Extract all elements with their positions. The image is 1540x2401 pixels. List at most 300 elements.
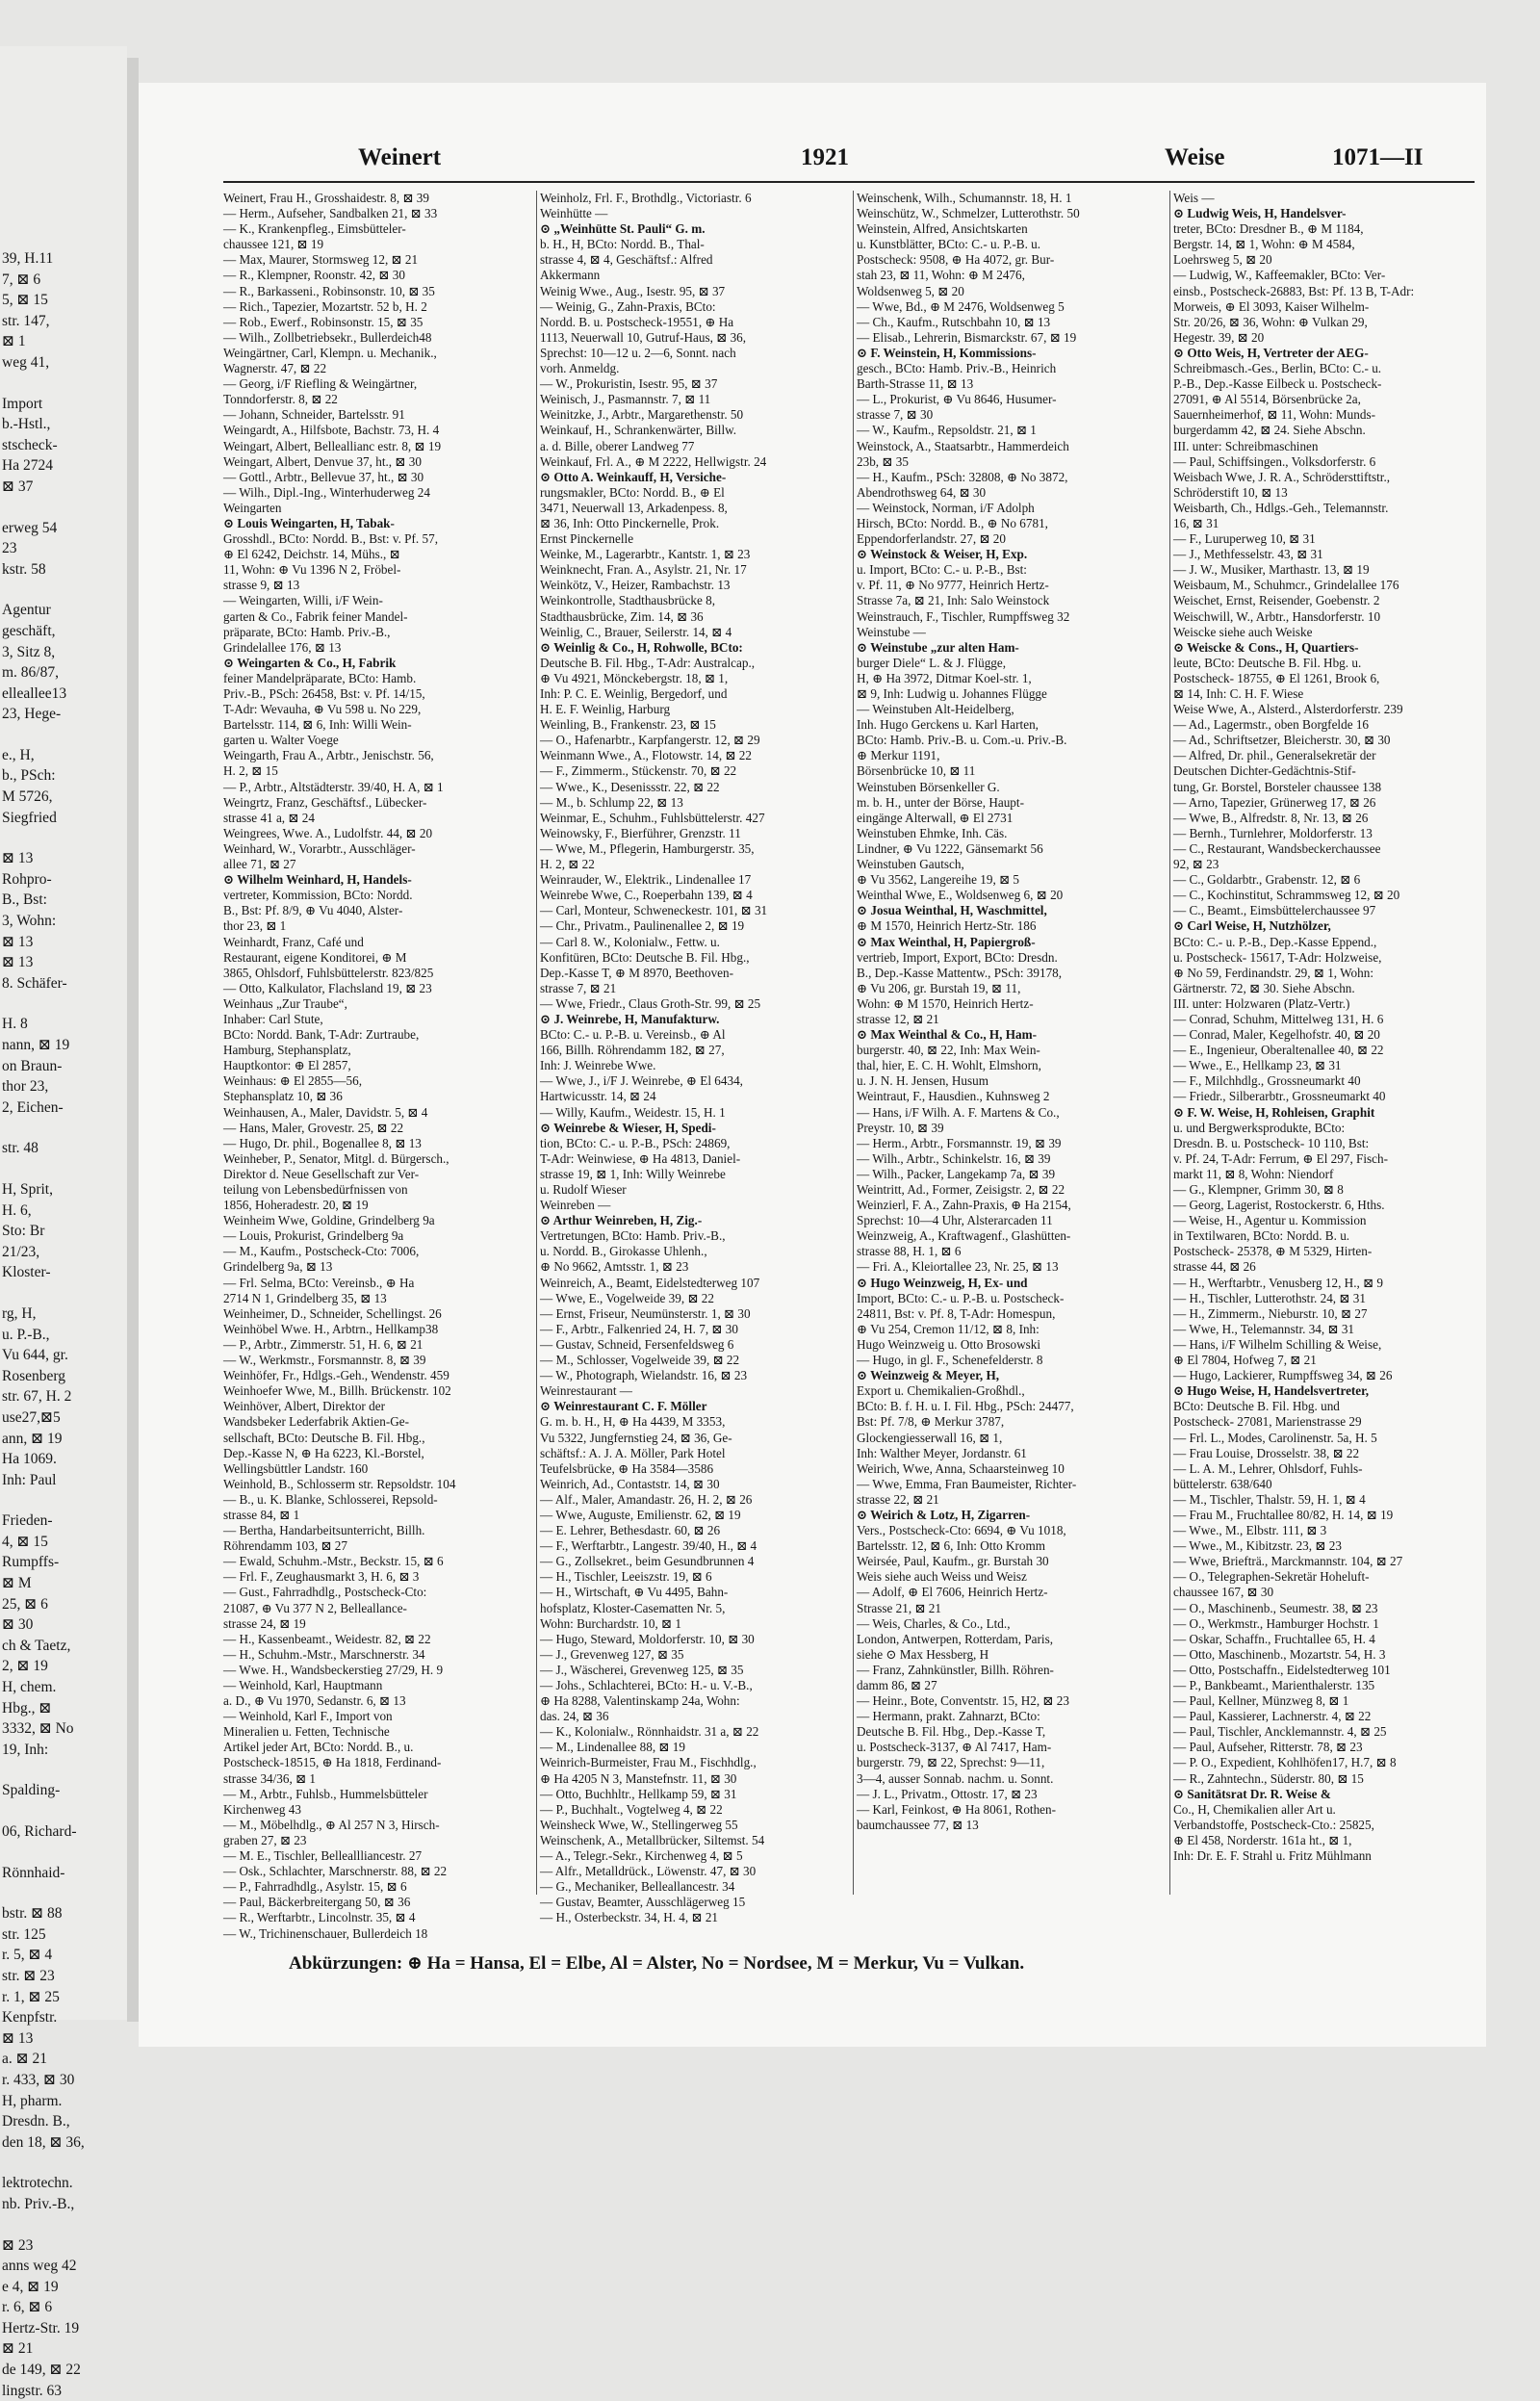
left-fragment-line: 4, ⊠ 15 — [2, 1533, 48, 1550]
left-page-text — [0, 46, 127, 2401]
left-fragment-line: ⊠ 37 — [2, 478, 34, 495]
directory-entry-line: Dep.-Kasse N, ⊕ Ha 6223, Kl.-Borstel, — [223, 1445, 424, 1460]
directory-entry-line: Röhrendamm 103, ⊠ 27 — [223, 1538, 347, 1554]
directory-entry-line: — Carl 8. W., Kolonialw., Fettw. u. — [540, 934, 720, 949]
directory-entry-line: — Ad., Schriftsetzer, Bleicherstr. 30, ⊠ 30 — [1173, 733, 1391, 748]
directory-entry-line: — W., Trichinenschauer, Bullerdeich 18 — [223, 1925, 428, 1941]
directory-entry-line: — Wwe., E., Hellkamp 23, ⊠ 31 — [1173, 1058, 1342, 1073]
header-page-number: 1071—II — [1332, 144, 1424, 170]
directory-entry-line: Weinkauf, Frl. A., ⊕ M 2222, Hellwigstr. 24 — [540, 453, 767, 469]
left-fragment-line: r. 6, ⊠ 6 — [2, 2299, 53, 2316]
directory-entry-line: strasse 24, ⊠ 19 — [223, 1615, 306, 1631]
directory-entry-line: Weinstuben Börsenkeller G. — [857, 779, 1000, 794]
directory-entry-line: ⊙ Weinrebe & Wieser, H, Spedi- — [540, 1120, 716, 1135]
left-fragment-line: b.-Hstl., — [2, 416, 51, 433]
directory-entry-line: büttelerstr. 638/640 — [1173, 1476, 1272, 1491]
directory-entry-line: — Gustav, Schneid, Fersenfeldsweg 6 — [540, 1336, 734, 1352]
directory-entry-line: — Chr., Privatm., Paulinenallee 2, ⊠ 19 — [540, 918, 745, 934]
directory-entry-line: Weinschenk, Wilh., Schumannstr. 18, H. 1 — [857, 191, 1072, 205]
directory-entry-line: ⊙ Carl Weise, H, Nutzhölzer, — [1173, 918, 1331, 934]
directory-entry-line: ⊠ 36, Inh: Otto Pinckernelle, Prok. — [540, 515, 720, 530]
directory-entry-line: Weisbarth, Ch., Hdlgs.-Geh., Telemannstr. — [1173, 500, 1389, 515]
directory-entry-line: — Alf., Maler, Amandastr. 26, H. 2, ⊠ 26 — [540, 1491, 753, 1507]
left-fragment-line: weg 41, — [2, 353, 50, 371]
directory-entry-line: Woldsenweg 5, ⊠ 20 — [857, 283, 964, 298]
directory-entry-line: Weinhaus: ⊕ El 2855—56, — [223, 1073, 363, 1089]
directory-entry-line: Deutsche B. Fil. Hbg., Dep.-Kasse T, — [857, 1724, 1046, 1740]
directory-entry-line: 3865, Ohlsdorf, Fuhlsbüttelerstr. 823/825 — [223, 965, 434, 980]
directory-entry-line: 2714 N 1, Grindelberg 35, ⊠ 13 — [223, 1290, 387, 1305]
column-4 — [1173, 191, 1483, 1864]
directory-entry-line: — M., Arbtr., Fuhlsb., Hummelsbütteler — [223, 1786, 428, 1801]
directory-entry-line: Weinknecht, Fran. A., Asylstr. 21, Nr. 17 — [540, 562, 747, 578]
directory-entry-line: baumchaussee 77, ⊠ 13 — [857, 1817, 979, 1832]
directory-entry-line: ⊙ Wilhelm Weinhard, H, Handels- — [223, 872, 412, 888]
directory-entry-line: ⊙ Ludwig Weis, H, Handelsver- — [1173, 206, 1347, 221]
directory-entry-line: BCto: C.- u. P.-B. u. Vereinsb., ⊕ Al — [540, 1027, 726, 1043]
left-fragment-line — [2, 1801, 127, 1821]
directory-entry-line: Bergstr. 14, ⊠ 1, Wohn: ⊕ M 4584, — [1173, 237, 1355, 252]
directory-entry-line: Artikel jeder Art, BCto: Nordd. B., u. — [223, 1740, 414, 1755]
directory-entry-line: — M., Lindenallee 88, ⊠ 19 — [540, 1740, 685, 1755]
directory-entry-line: — Frl. L., Modes, Carolinenstr. 5a, H. 5 — [1173, 1430, 1377, 1445]
directory-entry-line: thor 23, ⊠ 1 — [223, 918, 287, 934]
directory-entry-line: Export u. Chemikalien-Großhdl., — [857, 1383, 1025, 1399]
directory-entry-line: feiner Mandelpräparate, BCto: Hamb. — [223, 670, 417, 685]
left-fragment-line: 2, ⊠ 19 — [2, 1658, 48, 1675]
left-fragment-line: lektrotechn. — [2, 2175, 73, 2192]
directory-entry-line: Weintritt, Ad., Former, Zeisigstr. 2, ⊠ 22 — [857, 1182, 1065, 1197]
left-fragment-line: Siegfried — [2, 809, 57, 826]
directory-entry-line: Tonndorferstr. 8, ⊠ 22 — [223, 392, 338, 407]
directory-entry-line: siehe ⊙ Max Hessberg, H — [857, 1646, 989, 1662]
directory-entry-line: Restaurant, eigene Konditorei, ⊕ M — [223, 949, 407, 965]
directory-entry-line: — Wwe, Emma, Fran Baumeister, Richter- — [857, 1476, 1077, 1491]
left-fragment-line: geschäft, — [2, 622, 56, 639]
directory-entry-line: — Herm., Aufseher, Sandbalken 21, ⊠ 33 — [223, 206, 438, 221]
left-fragment-line: use27,⊠5 — [2, 1408, 61, 1426]
directory-entry-line: a. d. Bille, oberer Landweg 77 — [540, 438, 695, 453]
directory-entry-line: hofsplatz, Kloster-Casematten Nr. 5, — [540, 1600, 726, 1615]
directory-entry-line: T-Adr: Wevauha, ⊕ Vu 598 u. No 229, — [223, 702, 422, 717]
directory-entry-line: vertreter, Kommission, BCto: Nordd. — [223, 888, 413, 903]
left-fragment-line: Rohpro- — [2, 870, 52, 888]
directory-entry-line: — E. Lehrer, Bethesdastr. 60, ⊠ 26 — [540, 1523, 721, 1538]
left-fragment-line: on Braun- — [2, 1057, 63, 1074]
directory-entry-line: — E., Ingenieur, Oberaltenallee 40, ⊠ 22 — [1173, 1043, 1384, 1058]
directory-entry-line: — Ad., Lagermstr., oben Borgfelde 16 — [1173, 717, 1370, 733]
directory-entry-line: ⊙ Hugo Weinzweig, H, Ex- und — [857, 1275, 1028, 1290]
directory-entry-line: Eppendorferlandstr. 27, ⊠ 20 — [857, 531, 1006, 547]
directory-entry-line: Lindner, ⊕ Vu 1222, Gänsemarkt 56 — [857, 840, 1043, 856]
directory-entry-line: — O., Hafenarbtr., Karpfangerstr. 12, ⊠ 29 — [540, 733, 760, 748]
directory-entry-line: Hamburg, Stephansplatz, — [223, 1043, 351, 1058]
header-year: 1921 — [801, 144, 849, 170]
directory-entry-line: — Georg, Lagerist, Rostockerstr. 6, Hths. — [1173, 1198, 1385, 1213]
left-fragment-line: ⊠ 1 — [2, 333, 26, 350]
directory-entry-line: Vu 5322, Jungfernstieg 24, ⊠ 36, Ge- — [540, 1430, 732, 1445]
directory-entry-line: — Otto, Postschaffn., Eidelstedterweg 101 — [1173, 1662, 1391, 1677]
directory-entry-line: vorh. Anmeldg. — [540, 361, 620, 376]
left-fragment-line: 5, ⊠ 15 — [2, 292, 48, 309]
page-header — [358, 144, 1484, 179]
directory-entry-line: — Rob., Ewerf., Robinsonstr. 15, ⊠ 35 — [223, 314, 424, 329]
directory-entry-line: 92, ⊠ 23 — [1173, 857, 1219, 872]
column-divider — [1169, 191, 1170, 1895]
directory-entry-line: — Arno, Tapezier, Grünerweg 17, ⊠ 26 — [1173, 794, 1376, 810]
directory-entry-line: Weingart, Albert, Denvue 37, ht., ⊠ 30 — [223, 453, 422, 469]
directory-entry-line: BCto: Deutsche B. Fil. Hbg. und — [1173, 1399, 1340, 1414]
left-fragment-line — [2, 994, 127, 1014]
left-fragment-line: nann, ⊠ 19 — [2, 1037, 70, 1053]
left-fragment-line: nb. Priv.-B., — [2, 2195, 75, 2212]
directory-entry-line: Konfitüren, BCto: Deutsche B. Fil. Hbg., — [540, 949, 750, 965]
directory-entry-line: Weinmann Wwe., A., Flotowstr. 14, ⊠ 22 — [540, 748, 752, 763]
directory-entry-line: präparate, BCto: Hamb. Priv.-B., — [223, 624, 391, 639]
directory-entry-line: — Max, Maurer, Stormsweg 12, ⊠ 21 — [223, 252, 419, 268]
directory-entry-line: — Johann, Schneider, Bartelsstr. 91 — [223, 407, 405, 423]
directory-entry-line: Weinzierl, F. A., Zahn-Praxis, ⊕ Ha 2154, — [857, 1198, 1071, 1213]
directory-entry-line: Grindelallee 176, ⊠ 13 — [223, 639, 342, 655]
directory-entry-line: Stephansplatz 10, ⊠ 36 — [223, 1089, 343, 1104]
directory-entry-line: Hirsch, BCto: Nordd. B., ⊕ No 6781, — [857, 515, 1048, 530]
left-fragment-line: 21/23, — [2, 1243, 40, 1260]
left-fragment-line: r. 5, ⊠ 4 — [2, 1947, 53, 1964]
directory-entry-line: Weinhard, W., Vorarbtr., Ausschläger- — [223, 840, 416, 856]
directory-entry-line: — Frl. F., Zeughausmarkt 3, H. 6, ⊠ 3 — [223, 1569, 420, 1585]
left-fragment-line — [2, 2153, 127, 2173]
directory-entry-line: das. 24, ⊠ 36 — [540, 1709, 609, 1724]
directory-entry-line: ⊙ Weiscke & Cons., H, Quartiers- — [1173, 639, 1359, 655]
directory-entry-line: chaussee 167, ⊠ 30 — [1173, 1585, 1274, 1600]
directory-entry-line: — Hans, Maler, Grovestr. 25, ⊠ 22 — [223, 1120, 404, 1135]
left-fragment-line: 25, ⊠ 6 — [2, 1595, 48, 1613]
directory-entry-line: — J. L., Privatm., Ottostr. 17, ⊠ 23 — [857, 1786, 1038, 1801]
directory-entry-line: — Bertha, Handarbeitsunterricht, Billh. — [223, 1523, 425, 1538]
directory-entry-line: — Hugo, in gl. F., Schenefelderstr. 8 — [857, 1353, 1043, 1368]
directory-entry-line: G. m. b. H., H, ⊕ Ha 4439, M 3353, — [540, 1414, 726, 1430]
directory-entry-line: ⊕ El 7804, Hofweg 7, ⊠ 21 — [1173, 1353, 1317, 1368]
directory-entry-line: — Weingarten, Willi, i/F Wein- — [223, 593, 383, 608]
directory-entry-line: — K., Kolonialw., Rönnhaidstr. 31 a, ⊠ 22 — [540, 1724, 759, 1740]
directory-entry-line: Weingarth, Frau A., Arbtr., Jenischstr. 56, — [223, 748, 434, 763]
directory-entry-line: — Osk., Schlachter, Marschnerstr. 88, ⊠ 22 — [223, 1864, 448, 1879]
directory-entry-line: ⊙ Hugo Weise, H, Handelsvertreter, — [1173, 1383, 1370, 1399]
left-fragment-line: H, Sprit, — [2, 1180, 53, 1198]
directory-entry-line: Strasse 21, ⊠ 21 — [857, 1600, 941, 1615]
directory-entry-line: Import, BCto: C.- u. P.-B. u. Postscheck- — [857, 1290, 1065, 1305]
column-divider — [536, 191, 537, 1895]
directory-entry-line: Weirsée, Paul, Kaufm., gr. Burstah 30 — [857, 1554, 1049, 1569]
left-fragment-line: r. 433, ⊠ 30 — [2, 2071, 75, 2088]
directory-entry-line: — Ludwig, W., Kaffeemakler, BCto: Ver- — [1173, 268, 1386, 283]
directory-entry-line: allee 71, ⊠ 27 — [223, 857, 296, 872]
directory-entry-line: ⊙ Arthur Weinreben, H, Zig.- — [540, 1213, 703, 1228]
directory-entry-line: ⊕ El 6242, Deichstr. 14, Mühs., ⊠ — [223, 547, 400, 562]
directory-entry-line: Wellingsbüttler Landstr. 160 — [223, 1460, 369, 1476]
left-fragment-line: 23, Hege- — [2, 706, 62, 723]
directory-entry-line: Wohn: Burchardstr. 10, ⊠ 1 — [540, 1615, 681, 1631]
left-fragment-line: ann, ⊠ 19 — [2, 1430, 63, 1447]
directory-entry-line: Weinhoefer Wwe, M., Billh. Brückenstr. 102 — [223, 1383, 451, 1399]
left-fragment-line: Inh: Paul — [2, 1471, 57, 1488]
left-fragment-line: kstr. 58 — [2, 560, 46, 578]
directory-entry-line: ⊕ M 1570, Heinrich Hertz-Str. 186 — [857, 918, 1037, 934]
left-fragment-line: Agentur — [2, 602, 51, 619]
directory-entry-line: Weinlig, C., Brauer, Seilerstr. 14, ⊠ 4 — [540, 624, 732, 639]
directory-entry-line: — H., Zimmerm., Nieburstr. 10, ⊠ 27 — [1173, 1305, 1368, 1321]
directory-entry-line: — H., Kaufm., PSch: 32808, ⊕ No 3872, — [857, 469, 1068, 484]
directory-entry-line: ⊠ 14, Inh: C. H. F. Wiese — [1173, 686, 1304, 701]
directory-entry-line: Barth-Strasse 11, ⊠ 13 — [857, 376, 974, 392]
directory-entry-line: u. Rudolf Wieser — [540, 1182, 627, 1197]
directory-entry-line: — Wwe, Auguste, Emilienstr. 62, ⊠ 19 — [540, 1507, 741, 1522]
directory-entry-line: Weinreben — — [540, 1198, 611, 1213]
directory-entry-line: — Otto, Buchhltr., Hellkamp 59, ⊠ 31 — [540, 1786, 737, 1801]
directory-entry-line: Weinheim Wwe, Goldine, Grindelberg 9a — [223, 1213, 435, 1228]
left-fragment-line: Kloster- — [2, 1264, 51, 1281]
left-fragment-line — [2, 1490, 127, 1510]
directory-entry-line: 11, Wohn: ⊕ Vu 1396 N 2, Fröbel- — [223, 562, 401, 578]
left-fragment-line: str. 147, — [2, 312, 50, 329]
directory-entry-line: Weinert, Frau H., Grosshaidestr. 8, ⊠ 39 — [223, 191, 429, 205]
directory-entry-line: — Elisab., Lehrerin, Bismarckstr. 67, ⊠ 19 — [857, 329, 1077, 345]
directory-entry-line: in Textilwaren, BCto: Nordd. B. u. — [1173, 1228, 1350, 1244]
directory-entry-line: burgerstr. 40, ⊠ 22, Inh: Max Wein- — [857, 1043, 1040, 1058]
directory-entry-line: — Wilh., Dipl.-Ing., Winterhuderweg 24 — [223, 484, 430, 500]
left-fragment-line: ⊠ 23 — [2, 2236, 34, 2254]
directory-entry-line: — Wwe, J., i/F J. Weinrebe, ⊕ El 6434, — [540, 1073, 743, 1089]
directory-entry-line: Weinitzke, J., Arbtr., Margarethenstr. 50 — [540, 407, 744, 423]
directory-entry-line: Weinthal Wwe, E., Woldsenweg 6, ⊠ 20 — [857, 888, 1064, 903]
directory-entry-line: Stadthausbrücke, Zim. 14, ⊠ 36 — [540, 608, 704, 624]
directory-entry-line: m. b. H., unter der Börse, Haupt- — [857, 794, 1024, 810]
directory-entry-line: Weisbaum, M., Schuhmcr., Grindelallee 176 — [1173, 578, 1399, 593]
directory-entry-line: — C., Restaurant, Wandsbeckerchaussee — [1173, 840, 1381, 856]
left-fragment-line: H, chem. — [2, 1679, 57, 1696]
directory-entry-line: gesch., BCto: Hamb. Priv.-B., Heinrich — [857, 361, 1057, 376]
directory-entry-line: — Wwe., K., Desenissstr. 22, ⊠ 22 — [540, 779, 720, 794]
directory-entry-line: ⊙ F. Weinstein, H, Kommissions- — [857, 345, 1037, 360]
directory-entry-line: 27091, ⊕ Al 5514, Börsenbrücke 2a, — [1173, 392, 1361, 407]
directory-entry-line: thal, hier, E. C. H. Wohlt, Elmshorn, — [857, 1058, 1041, 1073]
left-fragment-line: ⊠ 13 — [2, 2029, 34, 2047]
directory-entry-line: — H., Schuhm.-Mstr., Marschnerstr. 34 — [223, 1646, 425, 1662]
directory-entry-line: — Gottl., Arbtr., Bellevue 37, ht., ⊠ 30 — [223, 469, 424, 484]
directory-entry-line: Hauptkontor: ⊕ El 2857, — [223, 1058, 351, 1073]
directory-entry-line: — W., Prokuristin, Isestr. 95, ⊠ 37 — [540, 376, 718, 392]
directory-entry-line: 23b, ⊠ 35 — [857, 453, 909, 469]
directory-entry-line: — M., Tischler, Thalstr. 59, H. 1, ⊠ 4 — [1173, 1491, 1366, 1507]
directory-entry-line: — Hermann, prakt. Zahnarzt, BCto: — [857, 1709, 1040, 1724]
directory-entry-line: Weinhaus „Zur Traube“, — [223, 995, 347, 1011]
directory-entry-line: tung, Gr. Borstel, Borsteler chaussee 138 — [1173, 779, 1382, 794]
directory-entry-line: — Wilh., Packer, Langekamp 7a, ⊠ 39 — [857, 1166, 1056, 1181]
directory-entry-line: Inh. Hugo Gerckens u. Karl Harten, — [857, 717, 1039, 733]
left-fragment-line: 2, Eichen- — [2, 1098, 64, 1116]
directory-entry-line: — Wwe., M., Kibitzstr. 23, ⊠ 23 — [1173, 1538, 1342, 1554]
directory-entry-line: — P., Bankbeamt., Marienthalerstr. 135 — [1173, 1678, 1375, 1692]
directory-entry-line: — P., Arbtr., Altstädterstr. 39/40, H. A, ⊠ 1 — [223, 779, 444, 794]
directory-entry-line: — Gust., Fahrradhdlg., Postscheck-Cto: — [223, 1585, 427, 1600]
directory-entry-line: — Conrad, Schuhm, Mittelweg 131, H. 6 — [1173, 1011, 1384, 1026]
directory-entry-line: — Wwe, Briefträ., Marckmannstr. 104, ⊠ 27 — [1173, 1554, 1403, 1569]
directory-entry-line: Weis siehe auch Weiss und Weisz — [857, 1569, 1027, 1585]
header-last-name: Weise — [1165, 144, 1225, 170]
directory-entry-line: — Carl, Monteur, Schweneckestr. 101, ⊠ 31 — [540, 903, 768, 918]
directory-entry-line: Nordd. B. u. Postscheck-19551, ⊕ Ha — [540, 314, 734, 329]
directory-entry-line: Priv.-B., PSch: 26458, Bst: v. Pf. 14/15, — [223, 686, 425, 701]
directory-entry-line: Weinke, M., Lagerarbtr., Kantstr. 1, ⊠ 23 — [540, 547, 751, 562]
left-fragment-line — [2, 1883, 127, 1903]
directory-entry-line: — Wwe. H., Wandsbeckerstieg 27/29, H. 9 — [223, 1662, 444, 1677]
directory-entry-line: — G., Zollsekret., beim Gesundbrunnen 4 — [540, 1554, 755, 1569]
directory-entry-line: T-Adr: Weinwiese, ⊕ Ha 4813, Daniel- — [540, 1150, 741, 1166]
left-fragment-line: str. 48 — [2, 1140, 38, 1157]
directory-entry-line: — Paul, Aufseher, Ritterstr. 78, ⊠ 23 — [1173, 1740, 1363, 1755]
left-fragment-line: a. ⊠ 21 — [2, 2051, 47, 2068]
left-fragment-line: 06, Richard- — [2, 1823, 77, 1840]
directory-entry-line: Deutschen Dichter-Gedächtnis-Stif- — [1173, 763, 1356, 779]
directory-entry-line: — Georg, i/F Riefling & Weingärtner, — [223, 376, 418, 392]
left-fragment-line — [2, 498, 127, 518]
left-fragment-line: erweg 54 — [2, 519, 58, 536]
directory-entry-line: Börsenbrücke 10, ⊠ 11 — [857, 763, 976, 779]
directory-entry-line: — Gustav, Beamter, Ausschlägerweg 15 — [540, 1895, 746, 1910]
directory-entry-line: — R., Zahntechn., Süderstr. 80, ⊠ 15 — [1173, 1770, 1364, 1786]
directory-entry-line: — Hans, i/F Wilhelm Schilling & Weise, — [1173, 1336, 1382, 1352]
directory-entry-line: stah 23, ⊠ 11, Wohn: ⊕ M 2476, — [857, 268, 1025, 283]
directory-entry-line: Weinhausen, A., Maler, Davidstr. 5, ⊠ 4 — [223, 1104, 428, 1120]
left-fragment-line: Frieden- — [2, 1512, 53, 1530]
left-fragment-line: ⊠ 13 — [2, 850, 34, 867]
directory-entry-line: Akkermann — [540, 268, 601, 283]
directory-entry-line: ⊕ No 59, Ferdinandstr. 29, ⊠ 1, Wohn: — [1173, 965, 1373, 980]
directory-entry-line: — Frau M., Fruchtallee 80/82, H. 14, ⊠ 19 — [1173, 1507, 1394, 1522]
directory-entry-line: — H., Wirtschaft, ⊕ Vu 4495, Bahn- — [540, 1585, 729, 1600]
directory-entry-line: Weinkötz, V., Heizer, Rambachstr. 13 — [540, 578, 731, 593]
column-2 — [540, 191, 850, 1926]
directory-entry-line: u. Kunstblätter, BCto: C.- u. P.-B. u. — [857, 237, 1041, 252]
directory-entry-line: — C., Beamt., Eimsbüttelerchaussee 97 — [1173, 903, 1376, 918]
directory-entry-line: vertrieb, Import, Export, BCto: Dresdn. — [857, 949, 1058, 965]
directory-entry-line: Weinsheck Wwe, W., Stellingerweg 55 — [540, 1817, 738, 1832]
directory-entry-line: Weinstein, Alfred, Ansichtskarten — [857, 221, 1028, 237]
directory-entry-line: — Rich., Tapezier, Mozartstr. 52 b, H. 2 — [223, 298, 427, 314]
directory-entry-line: Weis — — [1173, 191, 1215, 205]
directory-entry-line: strasse 84, ⊠ 1 — [223, 1507, 300, 1522]
directory-entry-line: ⊕ El 458, Norderstr. 161a ht., ⊠ 1, — [1173, 1832, 1352, 1847]
directory-entry-line: strasse 19, ⊠ 1, Inh: Willy Weinrebe — [540, 1166, 726, 1181]
directory-entry-line: Weinig Wwe., Aug., Isestr. 95, ⊠ 37 — [540, 283, 726, 298]
left-fragment-line: e., H, — [2, 746, 35, 763]
column-1 — [223, 191, 533, 1942]
directory-entry-line: Wagnerstr. 47, ⊠ 22 — [223, 361, 327, 376]
directory-entry-line: ⊕ No 9662, Amtsstr. 1, ⊠ 23 — [540, 1259, 689, 1275]
directory-entry-line: Weinzweig, A., Kraftwagenf., Glashütten- — [857, 1228, 1071, 1244]
left-fragment-line: H. 8 — [2, 1016, 28, 1033]
directory-entry-line: B., Bst: Pf. 8/9, ⊕ Vu 4040, Alster- — [223, 903, 403, 918]
directory-entry-line: Hartwicusstr. 14, ⊠ 24 — [540, 1089, 656, 1104]
column-3 — [857, 191, 1167, 1833]
directory-entry-line: u. Postscheck-3137, ⊕ Al 7417, Ham- — [857, 1740, 1052, 1755]
directory-entry-line: — Hugo, Steward, Moldorferstr. 10, ⊠ 30 — [540, 1631, 755, 1646]
directory-entry-line: — R., Klempner, Roonstr. 42, ⊠ 30 — [223, 268, 405, 283]
directory-entry-line: Weinschütz, W., Schmelzer, Lutterothstr. 50 — [857, 206, 1080, 221]
directory-entry-line: Weinrich, Ad., Contaststr. 14, ⊠ 30 — [540, 1476, 720, 1491]
left-fragment-line: Import — [2, 395, 43, 412]
directory-entry-line: Sprechst: 10—4 Uhr, Alsterarcaden 11 — [857, 1213, 1053, 1228]
left-fragment-line: den 18, ⊠ 36, — [2, 2133, 85, 2151]
directory-entry-line: Gärtnerstr. 72, ⊠ 30. Siehe Abschn. — [1173, 980, 1355, 995]
directory-entry-line: graben 27, ⊠ 23 — [223, 1832, 307, 1847]
directory-entry-line: Inhaber: Carl Stute, — [223, 1011, 323, 1026]
directory-entry-line: ⊕ Ha 8288, Valentinskamp 24a, Wohn: — [540, 1693, 740, 1709]
directory-entry-line: — Weinstock, Norman, i/F Adolph — [857, 500, 1035, 515]
directory-entry-line: Weinstrauch, F., Tischler, Rumpffsweg 32 — [857, 608, 1070, 624]
header-rule — [223, 181, 1475, 183]
directory-entry-line: BCto: B. f. H. u. I. Fil. Hbg., PSch: 24477, — [857, 1399, 1074, 1414]
left-fragment-line: rg, H, — [2, 1304, 37, 1322]
directory-entry-line: strasse 41 a, ⊠ 24 — [223, 810, 315, 825]
directory-entry-line: — Wwe, B., Alfredstr. 8, Nr. 13, ⊠ 26 — [1173, 810, 1369, 825]
directory-entry-line: markt 11, ⊠ 8, Wohn: Niendorf — [1173, 1166, 1334, 1181]
directory-entry-line: — H., Osterbeckstr. 34, H. 4, ⊠ 21 — [540, 1910, 719, 1925]
directory-entry-line: Postscheck: 9508, ⊕ Ha 4072, gr. Bur- — [857, 252, 1055, 268]
directory-entry-line: Strasse 7a, ⊠ 21, Inh: Salo Weinstock — [857, 593, 1050, 608]
directory-entry-line: Direktor d. Neue Gesellschaft zur Ver- — [223, 1166, 420, 1181]
directory-entry-line: strasse 4, ⊠ 4, Geschäftsf.: Alfred — [540, 252, 713, 268]
directory-entry-line: Weinstock, A., Staatsarbtr., Hammerdeich — [857, 438, 1069, 453]
left-fragment-line: Rönnhaid- — [2, 1864, 65, 1881]
left-fragment-line: str. 67, H. 2 — [2, 1388, 72, 1406]
directory-entry-line: Str. 20/26, ⊠ 36, Wohn: ⊕ Vulkan 29, — [1173, 314, 1368, 329]
directory-entry-line: — Louis, Prokurist, Grindelberg 9a — [223, 1228, 404, 1244]
directory-entry-line: — Weinhold, Karl, Hauptmann — [223, 1678, 383, 1692]
directory-entry-line: — J., Wäscherei, Grevenweg 125, ⊠ 35 — [540, 1662, 744, 1677]
left-fragment-line: Rumpffs- — [2, 1554, 60, 1571]
directory-entry-line: Bartelsstr. 114, ⊠ 6, Inh: Willi Wein- — [223, 717, 412, 733]
directory-entry-line: H. 2, ⊠ 15 — [223, 763, 278, 779]
directory-entry-line: Loehrsweg 5, ⊠ 20 — [1173, 252, 1272, 268]
directory-entry-line: — J., Methfesselstr. 43, ⊠ 31 — [1173, 547, 1323, 562]
directory-entry-line: u. J. N. H. Jensen, Husum — [857, 1073, 989, 1089]
directory-entry-line: — Wilh., Arbtr., Schinkelstr. 16, ⊠ 39 — [857, 1150, 1051, 1166]
left-fragment-line: 3, Sitz 8, — [2, 643, 56, 660]
directory-entry-line: Weinheimer, D., Schneider, Schellingst. 26 — [223, 1305, 442, 1321]
directory-entry-line: Weinhold, B., Schlosserm str. Repsoldstr. 104 — [223, 1476, 456, 1491]
directory-entry-line: — Alfr., Metalldrück., Löwenstr. 47, ⊠ 30 — [540, 1864, 757, 1879]
directory-entry-line: — L., Prokurist, ⊕ Vu 8646, Husumer- — [857, 392, 1057, 407]
directory-entry-line: — G., Mechaniker, Belleallancestr. 34 — [540, 1879, 735, 1895]
left-fragment-line: Dresdn. B., — [2, 2113, 70, 2130]
directory-entry-line: — Adolf, ⊕ El 7606, Heinrich Hertz- — [857, 1585, 1048, 1600]
directory-entry-line: BCto: C.- u. P.-B., Dep.-Kasse Eppend., — [1173, 934, 1377, 949]
directory-entry-line: Weinhöver, Albert, Direktor der — [223, 1399, 385, 1414]
directory-entry-line: — Otto, Kalkulator, Flachsland 19, ⊠ 23 — [223, 980, 432, 995]
directory-entry-line: Grosshdl., BCto: Nordd. B., Bst: v. Pf. 57, — [223, 531, 438, 547]
directory-entry-line: Bartelsstr. 12, ⊠ 6, Inh: Otto Kromm — [857, 1538, 1046, 1554]
directory-entry-line: — Ch., Kaufm., Rutschbahn 10, ⊠ 13 — [857, 314, 1051, 329]
directory-entry-line: Ernst Pinckernelle — [540, 531, 634, 547]
left-fragment-line: str. 125 — [2, 1925, 46, 1943]
directory-entry-line: u. Postscheck- 15617, T-Adr: Holzweise, — [1173, 949, 1382, 965]
left-fragment-line: anns weg 42 — [2, 2258, 77, 2275]
directory-entry-line: — Herm., Arbtr., Forsmannstr. 19, ⊠ 39 — [857, 1135, 1062, 1150]
directory-entry-line: v. Pf. 11, ⊕ No 9777, Heinrich Hertz- — [857, 578, 1049, 593]
directory-entry-line: Sauernheimerhof, ⊠ 11, Wohn: Munds- — [1173, 407, 1375, 423]
directory-entry-line: Morweis, ⊕ El 3093, Kaiser Wilhelm- — [1173, 298, 1370, 314]
